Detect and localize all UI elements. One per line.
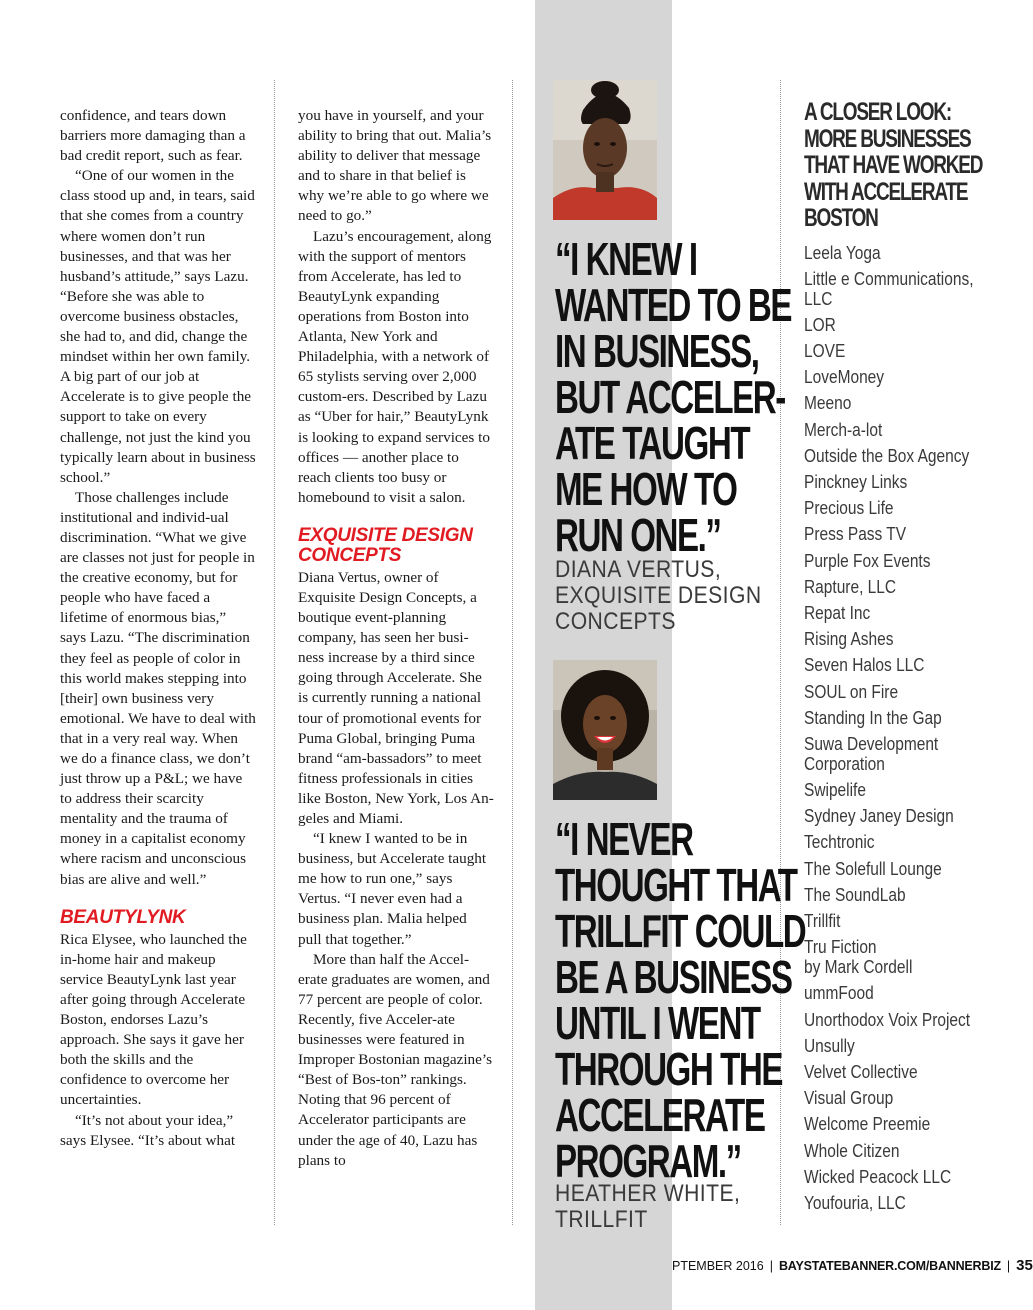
paragraph: “I knew I wanted to be in business, but Accelerate taught me how to run one,” says Vertus. “I never even had a business plan. Malia helped pull that together.” [298,830,487,948]
business-name-line: Velvet Collective [804,1061,918,1082]
paragraph: Rica Elysee, who launched the in-home hair and makeup service BeautyLynk last year after going through Accelerate Boston, endorses Lazu’s approach. She says it gave her both the skills and the confidence to overcome her uncertainties. [60,930,247,1109]
business-name-line: Standing In the Gap [804,707,942,728]
business-name-line: Outside the Box Agency [804,445,970,466]
business-list-item [804,1062,1004,1082]
business-name-line: Corporation [804,753,885,774]
business-name-line: LLC [804,288,833,309]
attribution-line: HEATHER WHITE, [555,1180,741,1207]
business-name-line: LoveMoney [804,367,885,388]
section-heading-beautylynk: BEAUTYLYNK [60,906,186,928]
business-list-item [804,1036,1004,1056]
business-name-line: Press Pass TV [804,524,907,545]
business-list-item [804,472,1004,492]
business-name-line: LOR [804,314,836,335]
business-list-item [804,1114,1004,1134]
business-list-item [804,446,1004,466]
paragraph: Lazu’s encouragement, along with the support of mentors from Accelerate, has led to BeautyLynk expanding operations from Boston into Atlanta, New York and Philadelphia, with a network of 65 stylists serving over 2,000 custom-ers. Described by Lazu as “Uber for hair,” BeautyLynk is looking to expand services to offices — another place to reach clients too busy or homebound to visit a salon. [298,227,492,506]
paragraph: Diana Vertus, owner of Exquisite Design Concepts, a boutique event-planning company, has seen her busi-ness increase by a third since going through Accelerate. She is currently running a national tour of promotional events for Puma Global, bringing Puma brand “am-bassadors” to meet fitness professionals in cities like Boston, New York, Los An-geles and Miami. [298,568,494,827]
business-list-item [804,859,1004,879]
business-list-item [804,832,1004,852]
business-name-line: Wicked Peacock LLC [804,1166,952,1187]
business-list-item [804,315,1004,335]
business-name-line: Suwa Development [804,733,939,754]
portrait-photo-diana-vertus [553,80,657,220]
business-name-line: Precious Life [804,498,894,519]
business-name-line: by Mark Cordell [804,957,913,978]
article-column-1 [60,106,256,1151]
paragraph: Those challenges include institutional and individ-ual discrimination. “What we give are classes not just for people in the creative economy, but for people who have faced a lifetime of enormous bias,” says Lazu. “The discrimination they feel as people of color in this world makes stepping into [their] own business very emotional. We have to deal with that in a very real way. When we do a finance class, we don’t just throw up a P&L; we have to address their scarcity mentality and the trauma of money in a capitalist economy where racism and unconscious bias are alive and well.” [60,488,256,888]
paragraph: you have in yourself, and your ability to bring that out. Malia’s ability to deliver that message and to share in that belief is why we’re able to go where we need to go.” [298,107,492,225]
closer-look-sidebar [804,99,1004,1219]
business-name-line: Merch-a-lot [804,419,883,440]
business-name-line: Techtronic [804,832,875,853]
footer-separator: | [1006,1259,1011,1273]
pull-quote-line: “I KNEW I [555,233,697,285]
business-name-line: Unorthodox Voix Project [804,1009,971,1030]
business-list-item [804,629,1004,649]
business-name-line: Swipelife [804,780,866,801]
business-list-item [804,937,1004,977]
paragraph: “One of our women in the class stood up and, in tears, said that she comes from a country where women don’t run businesses, and that was her husband’s attitude,” says Lazu. “Before she was able to overcome business obstacles, she had to, and did, change the mindset within her own family. A big part of our job at Accelerate is to give people the support to take on every challenge, not just the kind you typically learn about in business school.” [60,167,256,486]
business-list-item [804,243,1004,263]
pull-quote-line: TRILLFIT COULD [555,905,806,957]
sidebar-title-line: WITH ACCELERATE [804,177,968,206]
business-list-item [804,551,1004,571]
sidebar-title-line: A CLOSER LOOK: [804,98,951,126]
business-list-item [804,1010,1004,1030]
business-name-line: The SoundLab [804,884,906,905]
business-list-item [804,983,1004,1003]
business-list [804,243,1004,1213]
business-name-line: Trillfit [804,911,841,931]
page-number: 35 [1016,1257,1033,1274]
pull-quote-line: PROGRAM.” [555,1135,741,1187]
footer-separator: | [769,1259,773,1273]
business-name-line: Rapture, LLC [804,576,897,597]
portrait-photo-heather-white [553,660,657,800]
column-divider [274,80,275,1225]
business-name-line: Welcome Preemie [804,1114,931,1135]
business-list-item [804,603,1004,623]
business-name-line: Little e Communications, [804,268,974,289]
business-list-item [804,420,1004,440]
business-list-item [804,780,1004,800]
attribution-line: TRILLFIT [555,1206,648,1233]
sidebar-title-line: BOSTON [804,204,878,232]
sidebar-title-line: MORE BUSINESSES [804,124,971,153]
business-name-line: Pinckney Links [804,472,908,492]
business-name-line: Rising Ashes [804,629,894,650]
paragraph: “It’s not about your idea,” says Elysee. “It’s about what [60,1111,236,1149]
business-list-item [804,911,1004,931]
pull-quote-line: THROUGH THE [555,1043,783,1095]
pull-quote-line: ACCELERATE [555,1089,765,1141]
business-list-item [804,577,1004,597]
business-name-line: Purple Fox Events [804,550,931,571]
paragraph: confidence, and tears down barriers more damaging than a bad credit report, such as fear. [60,107,246,165]
business-list-item [804,885,1004,905]
business-list-item [804,524,1004,544]
business-name-line: Sydney Janey Design [804,806,954,827]
business-list-item [804,393,1004,413]
business-list-item [804,655,1004,675]
business-name-line: Unsully [804,1035,855,1056]
pull-quote-1-attribution [555,557,790,635]
pull-quote-line: BE A BUSINESS [555,951,792,1003]
pull-quote-line: WANTED TO BE [555,279,792,331]
pull-quote-line: “I NEVER [555,813,693,865]
attribution-line: EXQUISITE DESIGN [555,582,762,609]
pull-quote-line: THOUGHT THAT [555,859,797,911]
pull-quote-line: BUT ACCELER- [555,371,785,423]
business-list-item [804,341,1004,361]
business-name-line: SOUL on Fire [804,681,899,702]
business-name-line: Seven Halos LLC [804,655,925,676]
business-name-line: ummFood [804,983,874,1004]
attribution-line: CONCEPTS [555,608,676,635]
sidebar-title [804,99,1004,232]
business-name-line: LOVE [804,341,846,362]
business-list-item [804,1088,1004,1108]
business-name-line: Youfouria, LLC [804,1192,906,1213]
business-list-item [804,498,1004,518]
column-divider [512,80,513,1225]
page-footer [672,1257,1033,1274]
pull-quote-line: UNTIL I WENT [555,997,760,1049]
business-list-item [804,734,1004,774]
business-list-item [804,1141,1004,1161]
business-name-line: Whole Citizen [804,1140,900,1161]
business-list-item [804,269,1004,309]
business-list-item [804,806,1004,826]
business-name-line: Meeno [804,393,852,414]
attribution-line: DIANA VERTUS, [555,556,722,583]
footer-date: PTEMBER 2016 [672,1259,764,1273]
pull-quote-line: RUN ONE.” [555,509,721,561]
business-name-line: The Solefull Lounge [804,858,942,879]
pull-quote-line: ME HOW TO [555,463,737,515]
pull-quote-line: ATE TAUGHT [555,417,750,469]
business-list-item [804,367,1004,387]
sidebar-title-line: THAT HAVE WORKED [804,151,983,179]
business-name-line: Repat Inc [804,602,871,623]
article-column-2 [298,106,494,1171]
footer-site-link[interactable]: BAYSTATEBANNER.COM/BANNERBIZ [778,1259,1001,1273]
pull-quote-line: IN BUSINESS, [555,325,759,377]
business-name-line: Leela Yoga [804,242,881,263]
section-heading-exquisite-design-concepts: EXQUISITE DESIGN CONCEPTS [298,524,473,566]
pull-quote-2-attribution [555,1181,766,1233]
business-list-item [804,708,1004,728]
business-name-line: Visual Group [804,1088,894,1109]
business-list-item [804,1193,1004,1213]
business-name-line: Tru Fiction [804,937,877,958]
business-list-item [804,1167,1004,1187]
business-list-item [804,682,1004,702]
paragraph: More than half the Accel-erate graduates are women, and 77 percent are people of color. Recently, five Acceler-ate businesses were featured in Improper Bostonian magazine’s “Best of Bos-ton” rankings. Noting that 96 percent of Accelerator participants are under the age of 40, Lazu has plans to [298,950,493,1169]
